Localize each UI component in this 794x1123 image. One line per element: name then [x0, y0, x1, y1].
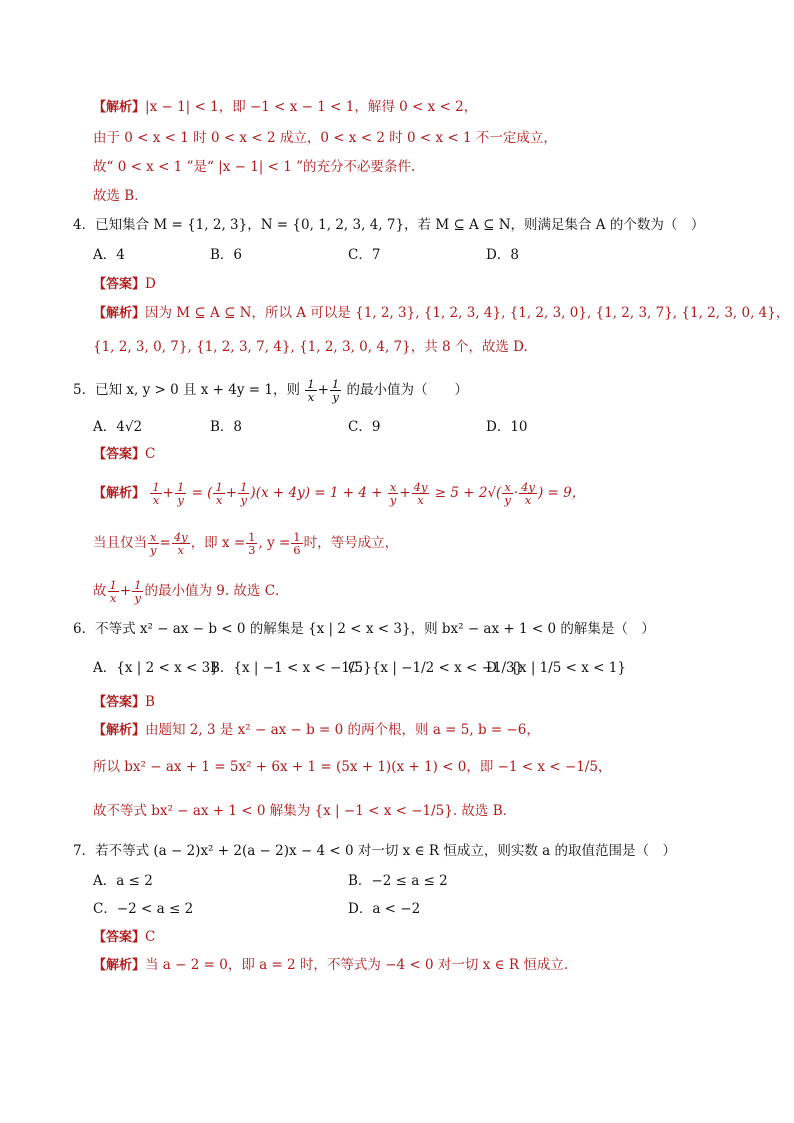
q5-answer [93, 444, 155, 465]
q4-answer-value: D [145, 276, 156, 292]
q3-explanation-line-1 [93, 97, 477, 118]
q6-option-a: A．{x | 2 < x < 3} [93, 660, 219, 676]
q5-option-d: D．10 [486, 419, 528, 435]
q4-explanation-line-1 [93, 303, 789, 324]
answer-tag: 【答案】 [93, 447, 146, 462]
q5-option-c: C．9 [348, 419, 381, 435]
q5-explanation-line-2: 当且仅当 $\frac{x}{y}$ = $\frac{4y}{x}$ ，即 x = $\frac{1}{3}$ , y = $\frac{1}{6}$ 时，等号成立， [93, 530, 399, 557]
q6-option-b: B．{x | −1 < x < −1/5} [210, 660, 372, 676]
q7-answer [93, 927, 155, 948]
q7-explanation-line-1 [93, 955, 568, 976]
q5-explanation-line-3: 故 $\frac{1}{x}$ + $\frac{1}{y}$ 的最小值为 9. 故选 C． [93, 578, 289, 605]
q4-explanation-line-2: {1, 2, 3, 0, 7}, {1, 2, 3, 7, 4}, {1, 2, 3, 0, 4, 7}，共 8 个，故选 D. [93, 339, 528, 355]
q6-exp-text: 由题知 2, 3 是 x² − ax − b = 0 的两个根，则 a = 5, b = −6， [145, 722, 540, 738]
answer-tag: 【答案】 [93, 695, 146, 710]
q5-option-b: B．8 [210, 419, 243, 435]
q6-explanation-line-3: 故不等式 bx² − ax + 1 < 0 解集为 {x | −1 < x < −1/5}. 故选 B． [93, 803, 517, 819]
q5-stem: 5．已知 x, y > 0 且 x + 4y = 1，则 $\frac{1}{x}$ + $\frac{1}{y}$ 的最小值为（ ） [73, 377, 469, 404]
q5-option-a: A．4√2 [93, 419, 143, 435]
q6-stem: 6．不等式 x² − ax − b < 0 的解集是 {x | 2 < x < 3}，则 bx² − ax + 1 < 0 的解集是（ ） [73, 621, 655, 637]
q5-explanation-line-1 [93, 481, 585, 506]
q7-option-d: D．a < −2 [348, 901, 421, 917]
explanation-tag: 【解析】 [93, 486, 146, 501]
q6-explanation-line-2: 所以 bx² − ax + 1 = 5x² + 6x + 1 = (5x + 1)(x + 1) < 0，即 −1 < x < −1/5， [93, 759, 612, 775]
q5-exp-math: $\frac{1}{x}$ + $\frac{1}{y}$ = ( $\frac{1}{x}$ + $\frac{1}{y}$ )(x + 4y) = 1 + 4 + $\frac{x}{y}$ + $\frac{4y}{x}$ ≥ 5 + 2√( $\frac{x}{y}$ · $\frac{4y}{x}$ ) = 9， [152, 480, 586, 507]
explanation-tag: 【解析】 [93, 100, 146, 115]
q7-answer-value: C [145, 929, 156, 945]
q5-answer-value: C [145, 446, 156, 462]
q3-explanation-line-4: 故选 B． [93, 188, 148, 204]
q6-answer [93, 692, 155, 713]
fraction-1-over-x: $\frac{1}{x}$ [307, 377, 315, 404]
answer-tag: 【答案】 [93, 930, 146, 945]
q4-option-b: B．6 [210, 247, 243, 263]
q6-answer-value: B [145, 694, 155, 710]
q6-option-c: C．{x | −1/2 < x < −1/3} [348, 660, 524, 676]
fraction-1-over-y: $\frac{1}{y}$ [331, 377, 340, 404]
q6-explanation-line-1 [93, 720, 540, 741]
q7-option-c: C．−2 < a ≤ 2 [93, 901, 194, 917]
q4-option-d: D．8 [486, 247, 519, 263]
q7-option-a: A．a ≤ 2 [93, 873, 153, 889]
q7-exp-text: 当 a − 2 = 0，即 a = 2 时，不等式为 −4 < 0 对一切 x ∈ R 恒成立. [145, 957, 569, 973]
q3-explanation-line-2: 由于 0 < x < 1 时 0 < x < 2 成立，0 < x < 2 时 0 < x < 1 不一定成立， [93, 130, 557, 146]
q4-answer [93, 274, 156, 295]
q4-stem: 4．已知集合 M = {1, 2, 3}，N = {0, 1, 2, 3, 4, 7}，若 M ⊆ A ⊆ N，则满足集合 A 的个数为（ ） [73, 217, 705, 233]
explanation-tag: 【解析】 [93, 723, 146, 738]
explanation-tag: 【解析】 [93, 306, 146, 321]
q3-exp-text: |x − 1| < 1，即 −1 < x − 1 < 1，解得 0 < x < 2， [145, 99, 478, 115]
q4-option-a: A．4 [93, 247, 125, 263]
answer-tag: 【答案】 [93, 277, 146, 292]
q6-option-d: D．{x | 1/5 < x < 1} [486, 660, 626, 676]
q5-stem-a: 5．已知 x, y > 0 且 x + 4y = 1，则 [73, 382, 300, 398]
q3-explanation-line-3: 故“ 0 < x < 1 ”是“ |x − 1| < 1 ”的充分不必要条件. [93, 159, 416, 175]
q7-stem: 7．若不等式 (a − 2)x² + 2(a − 2)x − 4 < 0 对一切 x ∈ R 恒成立，则实数 a 的取值范围是（ ） [73, 843, 676, 859]
q5-stem-b: 的最小值为（ ） [346, 382, 469, 398]
q7-option-b: B．−2 ≤ a ≤ 2 [348, 873, 448, 889]
q4-exp-text: 因为 M ⊆ A ⊆ N，所以 A 可以是 {1, 2, 3}, {1, 2, 3, 4}, {1, 2, 3, 0}, {1, 2, 3, 7}, {1, 2, 3, 0, 4}， [145, 305, 790, 321]
explanation-tag: 【解析】 [93, 958, 146, 973]
q4-option-c: C．7 [348, 247, 381, 263]
